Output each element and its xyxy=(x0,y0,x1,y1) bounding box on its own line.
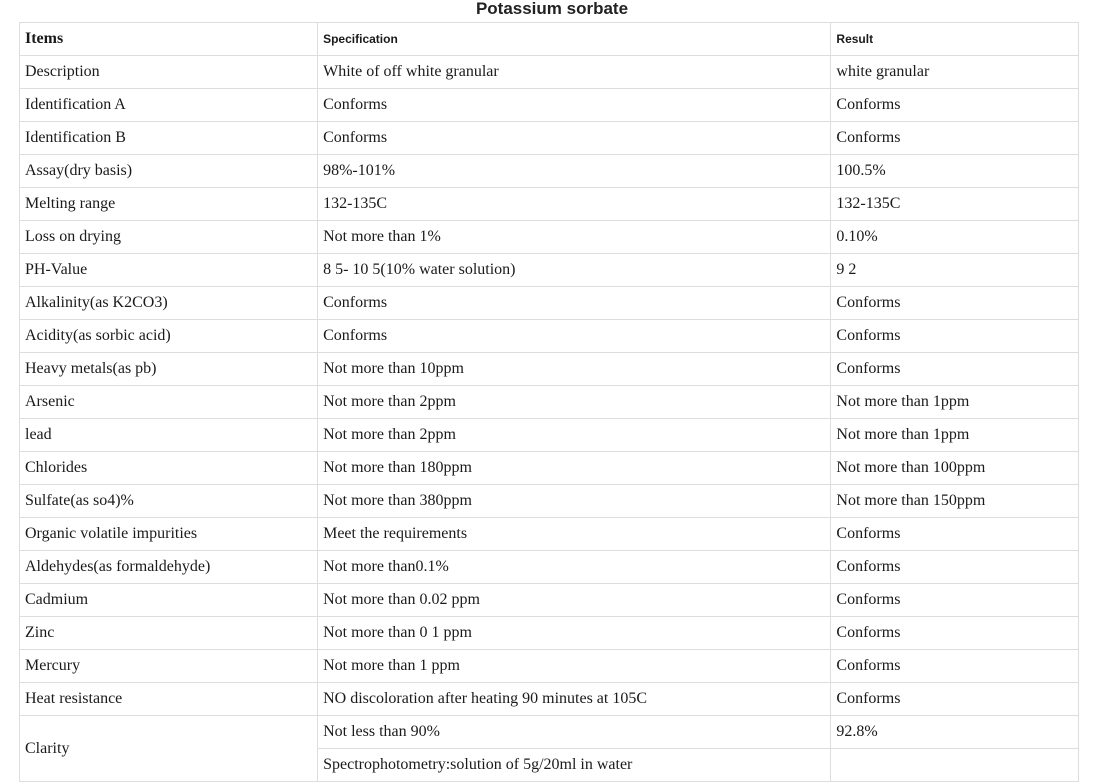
result-cell: Conforms xyxy=(831,617,1079,650)
item-cell: Clarity xyxy=(20,716,318,782)
specification-cell: Not more than 2ppm xyxy=(318,419,831,452)
specification-cell: Not more than 10ppm xyxy=(318,353,831,386)
item-cell: Cadmium xyxy=(20,584,318,617)
result-cell: 132-135C xyxy=(831,188,1079,221)
result-cell: Conforms xyxy=(831,683,1079,716)
result-cell: Conforms xyxy=(831,353,1079,386)
specification-cell: 132-135C xyxy=(318,188,831,221)
table-row xyxy=(20,518,1079,551)
item-cell: Organic volatile impurities xyxy=(20,518,318,551)
item-cell: Identification A xyxy=(20,89,318,122)
table-row xyxy=(20,584,1079,617)
table-row xyxy=(20,419,1079,452)
header-specification: Specification xyxy=(318,23,831,56)
result-cell xyxy=(831,749,1079,782)
item-cell: Loss on drying xyxy=(20,221,318,254)
table-row xyxy=(20,221,1079,254)
table-row xyxy=(20,386,1079,419)
result-cell: Conforms xyxy=(831,122,1079,155)
table-row xyxy=(20,485,1079,518)
item-cell: Zinc xyxy=(20,617,318,650)
specification-cell: 8 5- 10 5(10% water solution) xyxy=(318,254,831,287)
result-cell: Not more than 150ppm xyxy=(831,485,1079,518)
table-row xyxy=(20,89,1079,122)
table-row xyxy=(20,452,1079,485)
result-cell: Conforms xyxy=(831,650,1079,683)
item-cell: Mercury xyxy=(20,650,318,683)
specification-cell: Conforms xyxy=(318,320,831,353)
result-cell: Not more than 1ppm xyxy=(831,419,1079,452)
table-row xyxy=(20,56,1079,89)
item-cell: Chlorides xyxy=(20,452,318,485)
header-result: Result xyxy=(831,23,1079,56)
specification-cell: 98%-101% xyxy=(318,155,831,188)
result-cell: 0.10% xyxy=(831,221,1079,254)
specification-cell: Not less than 90% xyxy=(318,716,831,749)
table-row xyxy=(20,122,1079,155)
specification-cell: Conforms xyxy=(318,122,831,155)
item-cell: lead xyxy=(20,419,318,452)
header-items: Items xyxy=(20,23,318,56)
table-row xyxy=(20,320,1079,353)
table-row-clarity xyxy=(20,716,1079,749)
item-cell: PH-Value xyxy=(20,254,318,287)
page-title: Potassium sorbate xyxy=(475,0,629,18)
table-row xyxy=(20,353,1079,386)
item-cell: Sulfate(as so4)% xyxy=(20,485,318,518)
specification-cell: Not more than 0 1 ppm xyxy=(318,617,831,650)
item-cell: Heat resistance xyxy=(20,683,318,716)
specification-cell: White of off white granular xyxy=(318,56,831,89)
specification-cell: NO discoloration after heating 90 minutes at 105C xyxy=(318,683,831,716)
header-row xyxy=(20,23,1079,56)
item-cell: Aldehydes(as formaldehyde) xyxy=(20,551,318,584)
result-cell: Conforms xyxy=(831,584,1079,617)
specification-cell: Conforms xyxy=(318,287,831,320)
result-cell: white granular xyxy=(831,56,1079,89)
result-cell: Not more than 1ppm xyxy=(831,386,1079,419)
item-cell: Alkalinity(as K2CO3) xyxy=(20,287,318,320)
specification-cell: Not more than 180ppm xyxy=(318,452,831,485)
result-cell: 100.5% xyxy=(831,155,1079,188)
specification-cell: Not more than 380ppm xyxy=(318,485,831,518)
table-row xyxy=(20,650,1079,683)
item-cell: Description xyxy=(20,56,318,89)
specification-cell: Meet the requirements xyxy=(318,518,831,551)
table-row xyxy=(20,617,1079,650)
specification-cell: Not more than 0.02 ppm xyxy=(318,584,831,617)
result-cell: Conforms xyxy=(831,518,1079,551)
spec-table xyxy=(19,22,1079,782)
item-cell: Assay(dry basis) xyxy=(20,155,318,188)
result-cell: Conforms xyxy=(831,320,1079,353)
item-cell: Heavy metals(as pb) xyxy=(20,353,318,386)
table-row xyxy=(20,188,1079,221)
item-cell: Melting range xyxy=(20,188,318,221)
item-cell: Arsenic xyxy=(20,386,318,419)
result-cell: Not more than 100ppm xyxy=(831,452,1079,485)
specification-cell: Not more than0.1% xyxy=(318,551,831,584)
result-cell: Conforms xyxy=(831,89,1079,122)
table-row xyxy=(20,287,1079,320)
specification-cell: Spectrophotometry:solution of 5g/20ml in water xyxy=(318,749,831,782)
spec-table-body xyxy=(20,23,1079,782)
item-cell: Acidity(as sorbic acid) xyxy=(20,320,318,353)
specification-cell: Not more than 2ppm xyxy=(318,386,831,419)
result-cell: 92.8% xyxy=(831,716,1079,749)
result-cell: 9 2 xyxy=(831,254,1079,287)
specification-cell: Not more than 1 ppm xyxy=(318,650,831,683)
table-row xyxy=(20,254,1079,287)
table-row xyxy=(20,155,1079,188)
specification-cell: Conforms xyxy=(318,89,831,122)
specification-cell: Not more than 1% xyxy=(318,221,831,254)
table-row xyxy=(20,683,1079,716)
result-cell: Conforms xyxy=(831,551,1079,584)
table-row xyxy=(20,551,1079,584)
result-cell: Conforms xyxy=(831,287,1079,320)
item-cell: Identification B xyxy=(20,122,318,155)
